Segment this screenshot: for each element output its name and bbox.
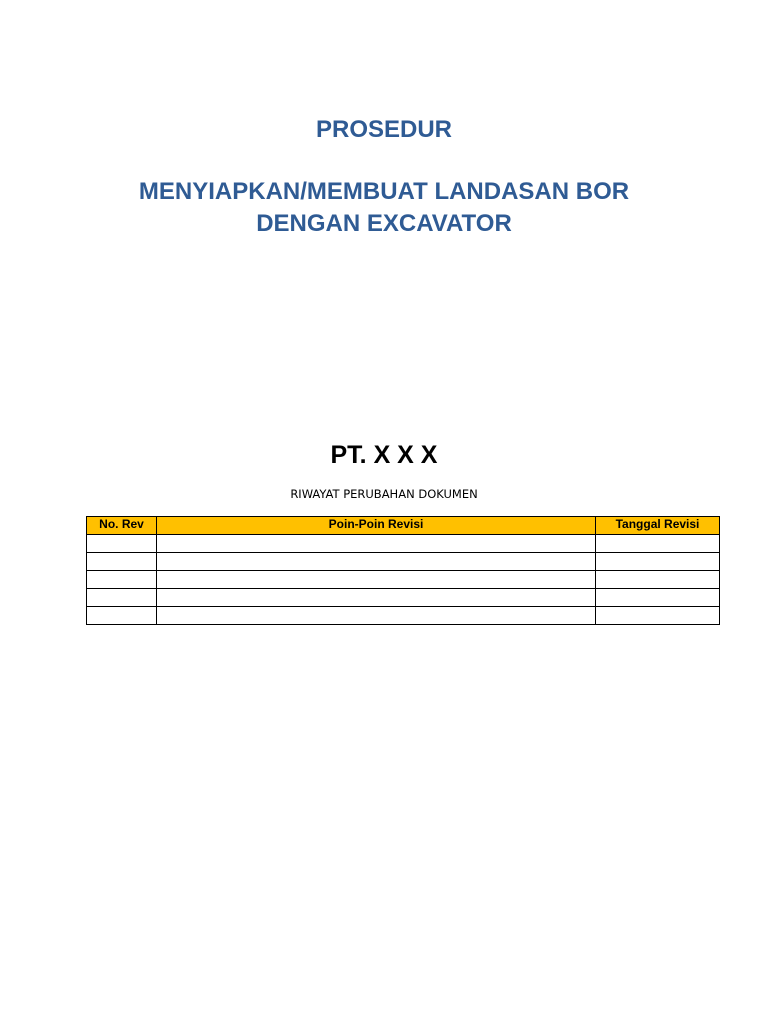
cell-no-rev (87, 535, 157, 553)
cell-no-rev (87, 589, 157, 607)
cell-revision-date (596, 553, 720, 571)
cell-revision-date (596, 535, 720, 553)
cell-revision-points (157, 589, 596, 607)
cell-revision-date (596, 589, 720, 607)
cell-no-rev (87, 571, 157, 589)
header-revision-points: Poin-Poin Revisi (157, 517, 596, 535)
cell-no-rev (87, 553, 157, 571)
table-row (87, 553, 720, 571)
table-row (87, 571, 720, 589)
cell-revision-points (157, 535, 596, 553)
cell-revision-points (157, 607, 596, 625)
revision-history-table (86, 516, 720, 625)
table-header-row (87, 517, 720, 535)
revision-history-heading: RIWAYAT PERUBAHAN DOKUMEN (290, 487, 478, 501)
cell-no-rev (87, 607, 157, 625)
procedure-title-line-2: DENGAN EXCAVATOR (256, 210, 512, 237)
table-row (87, 607, 720, 625)
cell-revision-points (157, 571, 596, 589)
cell-revision-date (596, 571, 720, 589)
cell-revision-points (157, 553, 596, 571)
table-row (87, 589, 720, 607)
table-row (87, 535, 720, 553)
procedure-title-line-1: MENYIAPKAN/MEMBUAT LANDASAN BOR (138, 178, 630, 205)
cell-revision-date (596, 607, 720, 625)
company-name: PT. X X X (330, 441, 438, 469)
doc-type-title: PROSEDUR (315, 116, 453, 143)
header-no-rev: No. Rev (87, 517, 157, 535)
header-revision-date: Tanggal Revisi (596, 517, 720, 535)
